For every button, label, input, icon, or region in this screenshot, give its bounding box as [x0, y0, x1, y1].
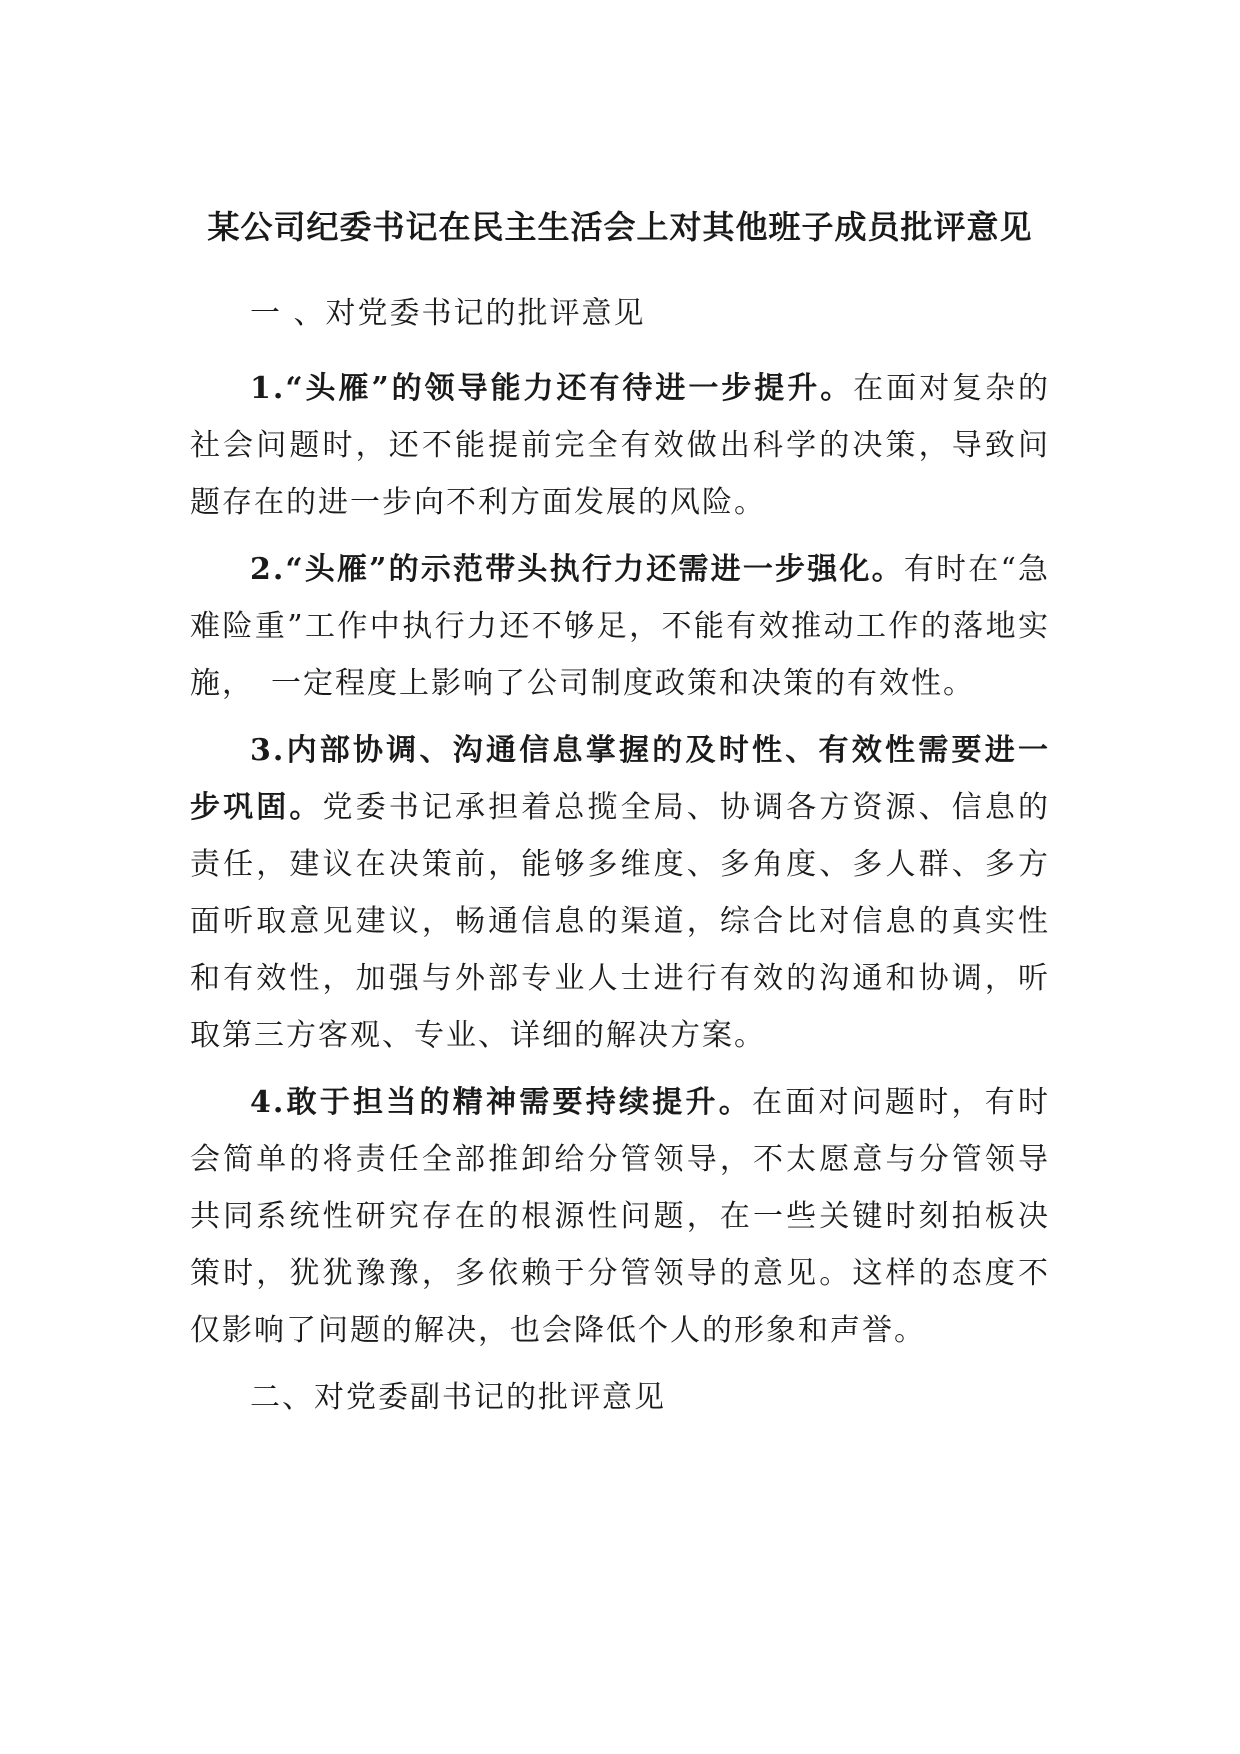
item-1-lead: 1.“头雁”的领导能力还有待进一步提升。 — [250, 371, 854, 406]
document-title: 某公司纪委书记在民主生活会上对其他班子成员批评意见 — [207, 208, 1033, 246]
item-4-lead: 4.敢于担当的精神需要持续提升。 — [250, 1085, 753, 1120]
item-3-lead: 3.内部协调、沟通信息掌握的及时性、有效性需要进一步巩固。 — [190, 733, 1050, 825]
item-2-lead: 2.“头雁”的示范带头执行力还需进一步强化。 — [250, 552, 904, 587]
document-body — [190, 285, 1050, 1444]
item-4-body: 在面对问题时，有时会简单的将责任全部推卸给分管领导，不太愿意与分管领导共同系统性研究存在的根源性问题，在一些关键时刻拍板决策时，犹犹豫豫，多依赖于分管领导的意见。这样的态度不仅影响了问题的解决，也会降低个人的形象和声誉。 — [190, 1085, 1051, 1348]
item-3-body: 党委书记承担着总揽全局、协调各方资源、信息的责任，建议在决策前，能够多维度、多角度、多人群、多方面听取意见建议，畅通信息的渠道，综合比对信息的真实性和有效性，加强与外部专业人士进行有效的沟通和协调，听取第三方客观、专业、详细的解决方案。 — [190, 790, 1051, 1053]
paragraph-item-1 — [190, 360, 1050, 531]
section-heading-1: 一 、对党委书记的批评意见 — [250, 296, 646, 331]
paragraph-item-4 — [190, 1074, 1050, 1359]
item-1-body: 在面对复杂的社会问题时，还不能提前完全有效做出科学的决策，导致问题存在的进一步向不利方面发展的风险。 — [190, 371, 1050, 520]
paragraph-item-3 — [190, 722, 1050, 1064]
paragraph-item-2 — [190, 541, 1050, 712]
section-heading-2: 二、对党委副书记的批评意见 — [250, 1380, 666, 1415]
item-2-body: 有时在“急难险重”工作中执行力还不够足，不能有效推动工作的落地实施， 一定程度上影响了公司制度政策和决策的有效性。 — [190, 552, 1050, 701]
